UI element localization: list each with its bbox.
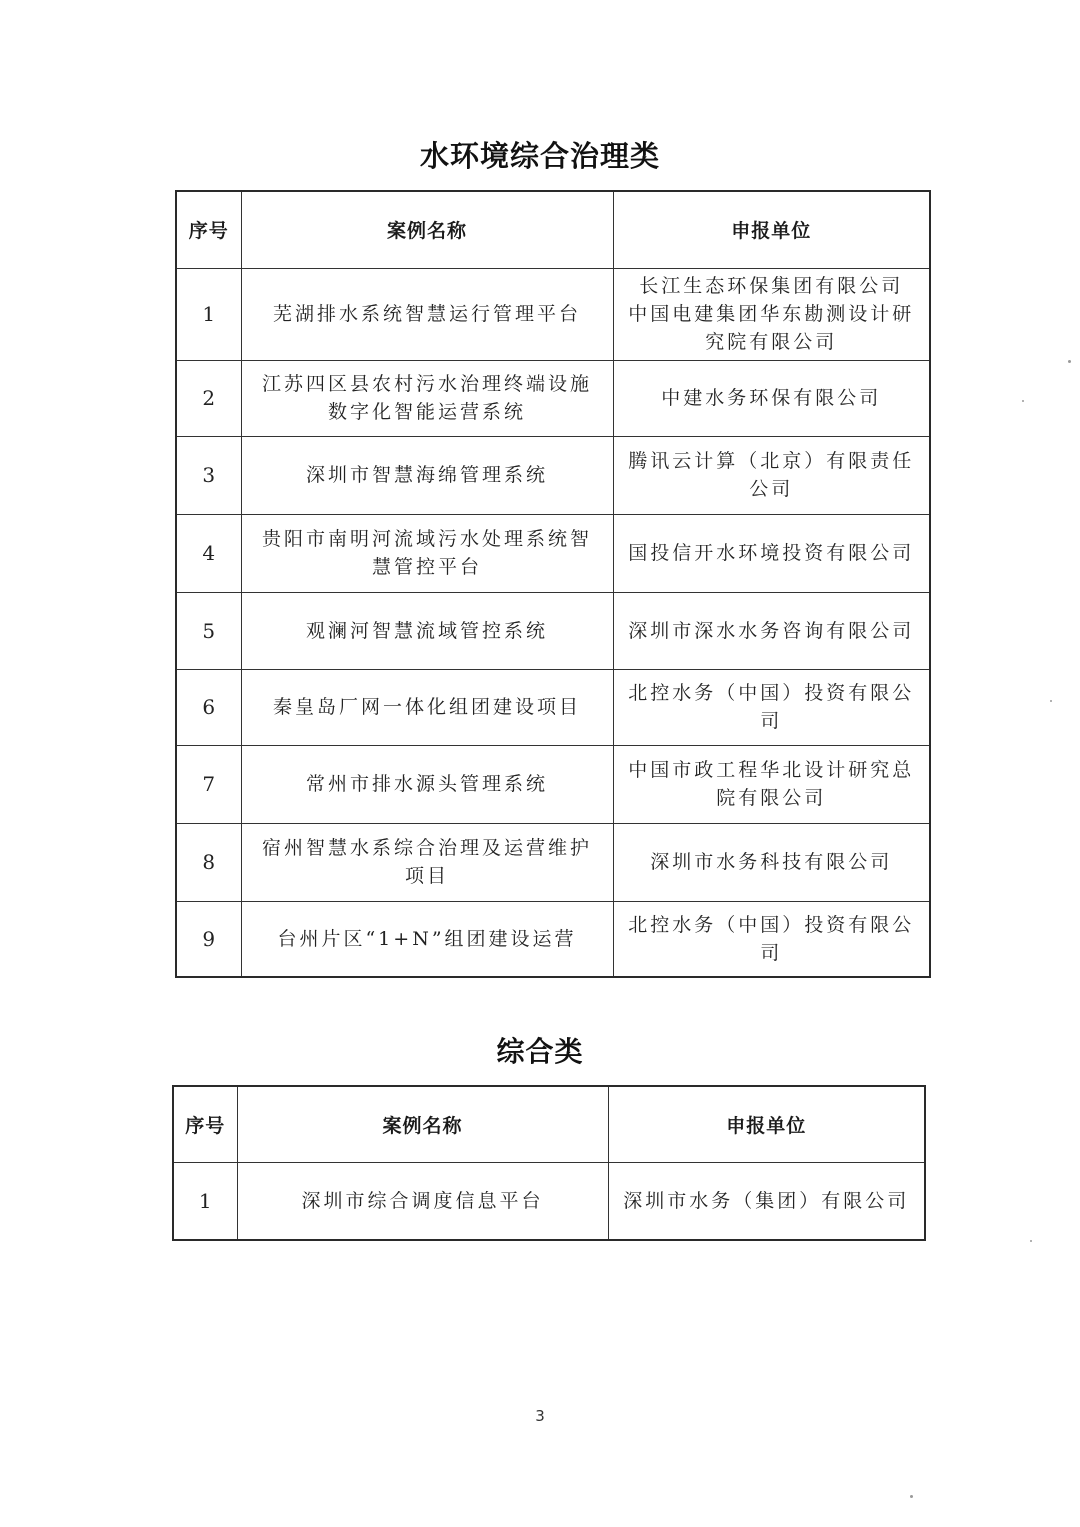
cell-unit: 中国市政工程华北设计研究总院有限公司 <box>613 745 930 823</box>
cell-unit: 深圳市水务（集团）有限公司 <box>608 1162 925 1240</box>
scan-speck <box>1050 700 1052 702</box>
header-unit: 申报单位 <box>608 1086 925 1162</box>
scan-speck <box>1030 1240 1032 1242</box>
table-header-row <box>173 1086 925 1162</box>
cell-no: 4 <box>176 514 241 592</box>
cell-no: 1 <box>173 1162 237 1240</box>
cell-no: 6 <box>176 669 241 745</box>
section-title-water: 水环境综合治理类 <box>419 139 660 173</box>
cell-case-name: 江苏四区县农村污水治理终端设施数字化智能运营系统 <box>241 360 613 436</box>
water-table-body <box>176 268 930 977</box>
cell-unit: 北控水务（中国）投资有限公司 <box>613 901 930 977</box>
header-case-name: 案例名称 <box>241 191 613 268</box>
cell-case-name: 常州市排水源头管理系统 <box>241 745 613 823</box>
cell-no: 8 <box>176 823 241 901</box>
cell-no: 7 <box>176 745 241 823</box>
table-row <box>176 436 930 514</box>
scan-speck <box>910 1495 913 1498</box>
cell-case-name: 贵阳市南明河流域污水处理系统智慧管控平台 <box>241 514 613 592</box>
header-unit: 申报单位 <box>613 191 930 268</box>
cell-case-name: 深圳市智慧海绵管理系统 <box>241 436 613 514</box>
general-table-body <box>173 1162 925 1240</box>
table-row <box>176 592 930 669</box>
page-number: 3 <box>535 1407 545 1425</box>
scan-speck <box>1068 360 1071 363</box>
cell-case-name: 深圳市综合调度信息平台 <box>237 1162 608 1240</box>
section-title-general: 综合类 <box>496 1035 584 1068</box>
cell-no: 5 <box>176 592 241 669</box>
general-case-table <box>172 1085 926 1241</box>
table-header-row <box>176 191 930 268</box>
cell-case-name: 宿州智慧水系综合治理及运营维护项目 <box>241 823 613 901</box>
cell-case-name: 芜湖排水系统智慧运行管理平台 <box>241 268 613 360</box>
cell-case-name: 秦皇岛厂网一体化组团建设项目 <box>241 669 613 745</box>
table-row <box>176 823 930 901</box>
table-row <box>176 901 930 977</box>
cell-unit: 中建水务环保有限公司 <box>613 360 930 436</box>
water-case-table <box>175 190 931 978</box>
cell-unit: 深圳市深水水务咨询有限公司 <box>613 592 930 669</box>
cell-unit: 北控水务（中国）投资有限公司 <box>613 669 930 745</box>
cell-no: 1 <box>176 268 241 360</box>
header-case-name: 案例名称 <box>237 1086 608 1162</box>
table-row <box>176 745 930 823</box>
table-row <box>176 514 930 592</box>
header-no: 序号 <box>176 191 241 268</box>
table-row <box>176 360 930 436</box>
cell-case-name: 观澜河智慧流域管控系统 <box>241 592 613 669</box>
header-no: 序号 <box>173 1086 237 1162</box>
cell-unit: 长江生态环保集团有限公司 中国电建集团华东勘测设计研究院有限公司 <box>613 268 930 360</box>
cell-unit: 国投信开水环境投资有限公司 <box>613 514 930 592</box>
table-row <box>173 1162 925 1240</box>
table-row <box>176 268 930 360</box>
table-row <box>176 669 930 745</box>
cell-no: 9 <box>176 901 241 977</box>
cell-no: 3 <box>176 436 241 514</box>
scan-speck <box>1022 400 1024 402</box>
cell-unit: 腾讯云计算（北京）有限责任公司 <box>613 436 930 514</box>
cell-case-name: 台州片区“1+N”组团建设运营 <box>241 901 613 977</box>
cell-no: 2 <box>176 360 241 436</box>
cell-unit: 深圳市水务科技有限公司 <box>613 823 930 901</box>
